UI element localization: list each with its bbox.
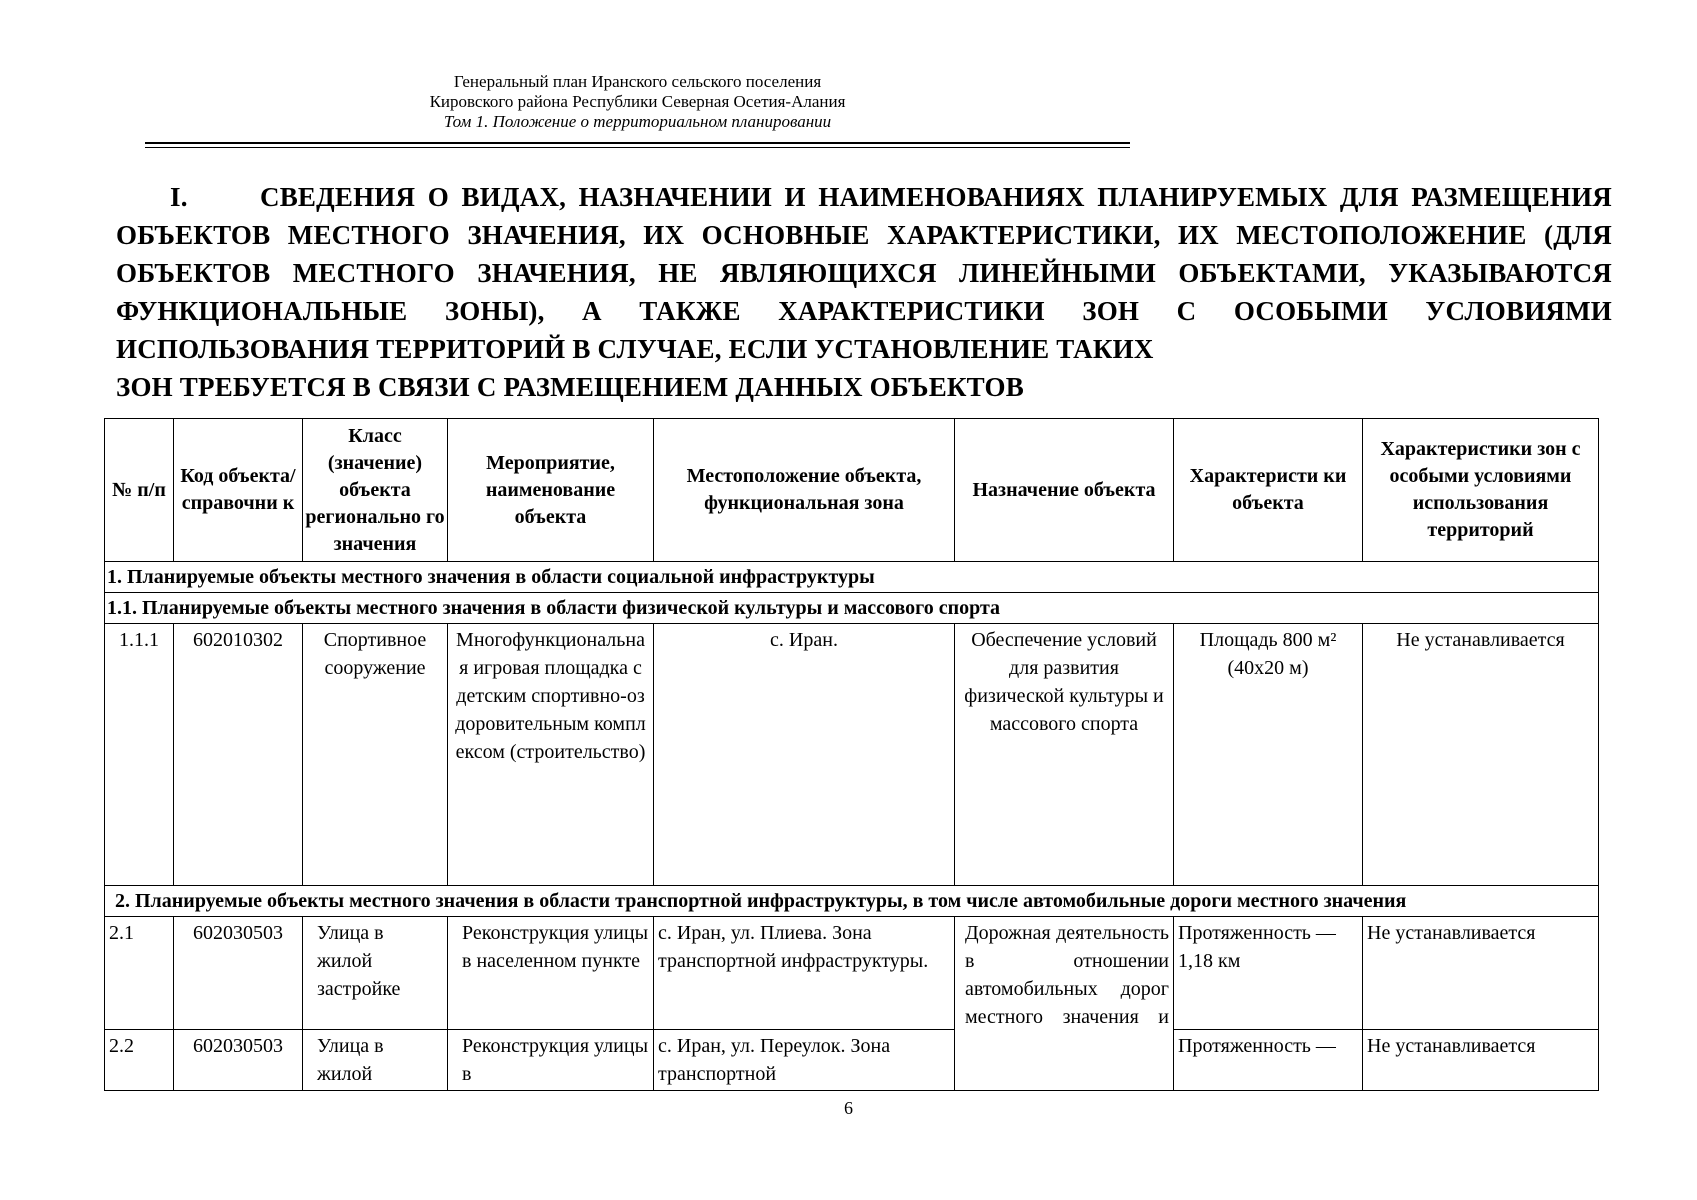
cell-code: 602030503 <box>174 1030 303 1091</box>
cell-event: Реконструкция улицы в населенном пункте <box>448 917 654 1030</box>
cell-number: 1.1.1 <box>105 624 174 886</box>
cell-code: 602030503 <box>174 917 303 1030</box>
col-header-characteristics: Характеристи ки объекта <box>1174 419 1363 562</box>
header-rule-thin <box>145 147 1130 148</box>
section-title-text: СВЕДЕНИЯ О ВИДАХ, НАЗНАЧЕНИИ И НАИМЕНОВАНИЯХ ПЛАНИРУЕМЫХ ДЛЯ РАЗМЕЩЕНИЯ ОБЪЕКТОВ МЕСТНОГО ЗНАЧЕНИЯ, ИХ ОСНОВНЫЕ ХАРАКТЕРИСТИКИ, ИХ МЕСТОПОЛОЖЕНИЕ (ДЛЯ ОБЪЕКТОВ МЕСТНОГО ЗНАЧЕНИЯ, НЕ ЯВЛЯЮЩИХСЯ ЛИНЕЙНЫМИ ОБЪЕКТАМИ, УКАЗЫВАЮТСЯ ФУНКЦИОНАЛЬНЫЕ ЗОНЫ), А ТАКЖЕ ХАРАКТЕРИСТИКИ ЗОН С ОСОБЫМИ УСЛОВИЯМИ ИСПОЛЬЗОВАНИЯ ТЕРРИТОРИЙ В СЛУЧАЕ, ЕСЛИ УСТАНОВЛЕНИЕ ТАКИХ <box>116 182 1612 364</box>
section-number: I. <box>170 182 188 212</box>
running-header <box>145 72 1130 132</box>
table-header-row <box>105 419 1599 562</box>
cell-location: с. Иран. <box>654 624 955 886</box>
cell-location: с. Иран, ул. Переулок. Зона транспортной <box>654 1030 955 1091</box>
cell-location: с. Иран, ул. Плиева. Зона транспортной инфраструктуры. <box>654 917 955 1030</box>
header-line-1: Генеральный план Иранского сельского поселения <box>453 72 822 91</box>
section-row <box>105 886 1599 917</box>
section-title-last-line: ЗОН ТРЕБУЕТСЯ В СВЯЗИ С РАЗМЕЩЕНИЕМ ДАННЫХ ОБЪЕКТОВ <box>116 372 1024 402</box>
cell-code: 602010302 <box>174 624 303 886</box>
cell-number: 2.1 <box>105 917 174 1030</box>
cell-purpose: Обеспечение условий для развития физической культуры и массового спорта <box>955 624 1174 886</box>
cell-number: 2.2 <box>105 1030 174 1091</box>
characteristics-length-value: 1,18 км <box>1178 950 1241 972</box>
cell-class: Улица в жилой <box>303 1030 448 1091</box>
col-header-class: Класс (значение) объекта регионально го значения <box>303 419 448 562</box>
cell-characteristics: Протяженность — <box>1174 1030 1363 1091</box>
section-1-1-heading: 1.1. Планируемые объекты местного значения в области физической культуры и массового спорта <box>105 593 1599 624</box>
cell-characteristics <box>1174 624 1363 886</box>
cell-class: Улица в жилой застройке <box>303 917 448 1030</box>
cell-class: Спортивное сооружение <box>303 624 448 886</box>
col-header-zones: Характеристики зон с особыми условиями использования территорий <box>1363 419 1599 562</box>
header-line-3: Том 1. Положение о территориальном планировании <box>443 112 832 131</box>
cell-purpose: Дорожная деятельность в отношении автомобильных дорог местного значения и <box>955 917 1174 1091</box>
objects-table <box>104 418 1599 1091</box>
section-2-heading: 2. Планируемые объекты местного значения в области транспортной инфраструктуры, в том числе автомобильные дороги местного значения <box>105 886 1599 917</box>
cell-zones: Не устанавливается <box>1363 917 1599 1030</box>
cell-event: Реконструкция улицы в <box>448 1030 654 1091</box>
cell-zones: Не устанавливается <box>1363 1030 1599 1091</box>
cell-zones: Не устанавливается <box>1363 624 1599 886</box>
cell-characteristics <box>1174 917 1363 1030</box>
page-number: 6 <box>844 1098 853 1118</box>
section-row <box>105 593 1599 624</box>
characteristics-length: Протяженность — <box>1178 922 1336 944</box>
characteristics-size: (40х20 м) <box>1227 657 1309 679</box>
cell-event: Многофункциональная игровая площадка с детским спортивно-оздоровительным комплексом (строительство) <box>448 624 654 886</box>
section-row <box>105 562 1599 593</box>
table-row <box>105 1030 1599 1091</box>
header-line-2: Кировского района Республики Северная Осетия-Алания <box>429 92 846 111</box>
table-row <box>105 917 1599 1030</box>
characteristics-area: Площадь 800 м² <box>1199 629 1337 651</box>
col-header-purpose: Назначение объекта <box>955 419 1174 562</box>
table-row <box>105 624 1599 886</box>
section-1-heading: 1. Планируемые объекты местного значения в области социальной инфраструктуры <box>105 562 1599 593</box>
section-title <box>116 178 1612 406</box>
col-header-location: Местоположение объекта, функциональная зона <box>654 419 955 562</box>
col-header-number: № п/п <box>105 419 174 562</box>
col-header-event: Мероприятие, наименование объекта <box>448 419 654 562</box>
col-header-code: Код объекта/ справочни к <box>174 419 303 562</box>
header-rule <box>145 142 1130 144</box>
